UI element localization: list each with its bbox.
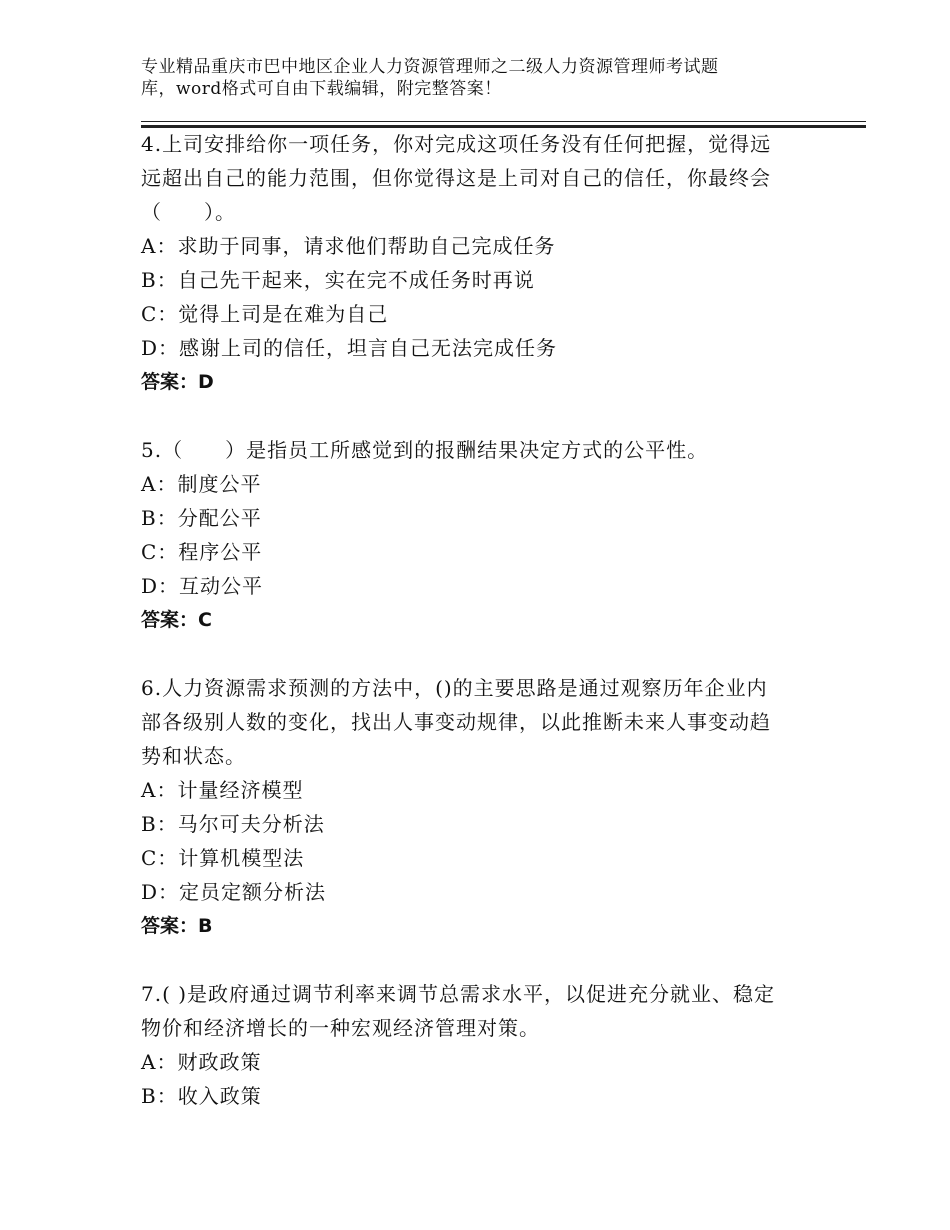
document-header [141, 56, 861, 100]
question-spacer [141, 399, 821, 433]
answer-option: C：觉得上司是在难为自己 [141, 302, 389, 326]
answer-option: C：计算机模型法 [141, 846, 305, 870]
answer-key: 答案：D [141, 371, 214, 393]
answer-option: A：计量经济模型 [141, 778, 304, 802]
answer-option: D：互动公平 [141, 574, 264, 598]
question-stem-line: 部各级别人数的变化，找出人事变动规律，以此推断未来人事变动趋 [141, 710, 771, 734]
answer-option: D：感谢上司的信任，坦言自己无法完成任务 [141, 336, 558, 360]
question-stem-line: 7.( )是政府通过调节利率来调节总需求水平，以促进充分就业、稳定 [141, 982, 776, 1006]
question-block [141, 943, 821, 1113]
answer-key: 答案：C [141, 609, 212, 631]
question-spacer [141, 943, 821, 977]
header-line-1: 专业精品重庆市巴中地区企业人力资源管理师之二级人力资源管理师考试题 [141, 57, 719, 77]
question-stem-line: （ ）。 [141, 200, 236, 224]
question-block [141, 399, 821, 637]
answer-option: A：求助于同事，请求他们帮助自己完成任务 [141, 234, 556, 258]
answer-option: B：分配公平 [141, 506, 262, 530]
answer-key: 答案：B [141, 915, 213, 937]
answer-option: B：自己先干起来，实在完不成任务时再说 [141, 268, 535, 292]
question-stem-line: 远超出自己的能力范围，但你觉得这是上司对自己的信任，你最终会 [141, 166, 771, 190]
header-rule-thin [141, 121, 866, 122]
answer-option: A：制度公平 [141, 472, 262, 496]
question-block [141, 637, 821, 943]
question-stem-line: 6.人力资源需求预测的方法中，()的主要思路是通过观察历年企业内 [141, 676, 768, 700]
answer-option: A：财政政策 [141, 1050, 262, 1074]
answer-option: C：程序公平 [141, 540, 263, 564]
question-stem-line: 势和状态。 [141, 744, 246, 768]
question-block [141, 127, 821, 399]
question-stem-line: 物价和经济增长的一种宏观经济管理对策。 [141, 1016, 540, 1040]
question-stem-line: 5.（ ）是指员工所感觉到的报酬结果决定方式的公平性。 [141, 438, 709, 462]
question-list [141, 127, 821, 1113]
answer-option: B：收入政策 [141, 1084, 262, 1108]
answer-option: B：马尔可夫分析法 [141, 812, 325, 836]
answer-option: D：定员定额分析法 [141, 880, 327, 904]
question-stem-line: 4.上司安排给你一项任务，你对完成这项任务没有任何把握，觉得远 [141, 132, 772, 156]
question-spacer [141, 637, 821, 671]
header-line-2: 库，word格式可自由下载编辑，附完整答案！ [141, 79, 502, 99]
